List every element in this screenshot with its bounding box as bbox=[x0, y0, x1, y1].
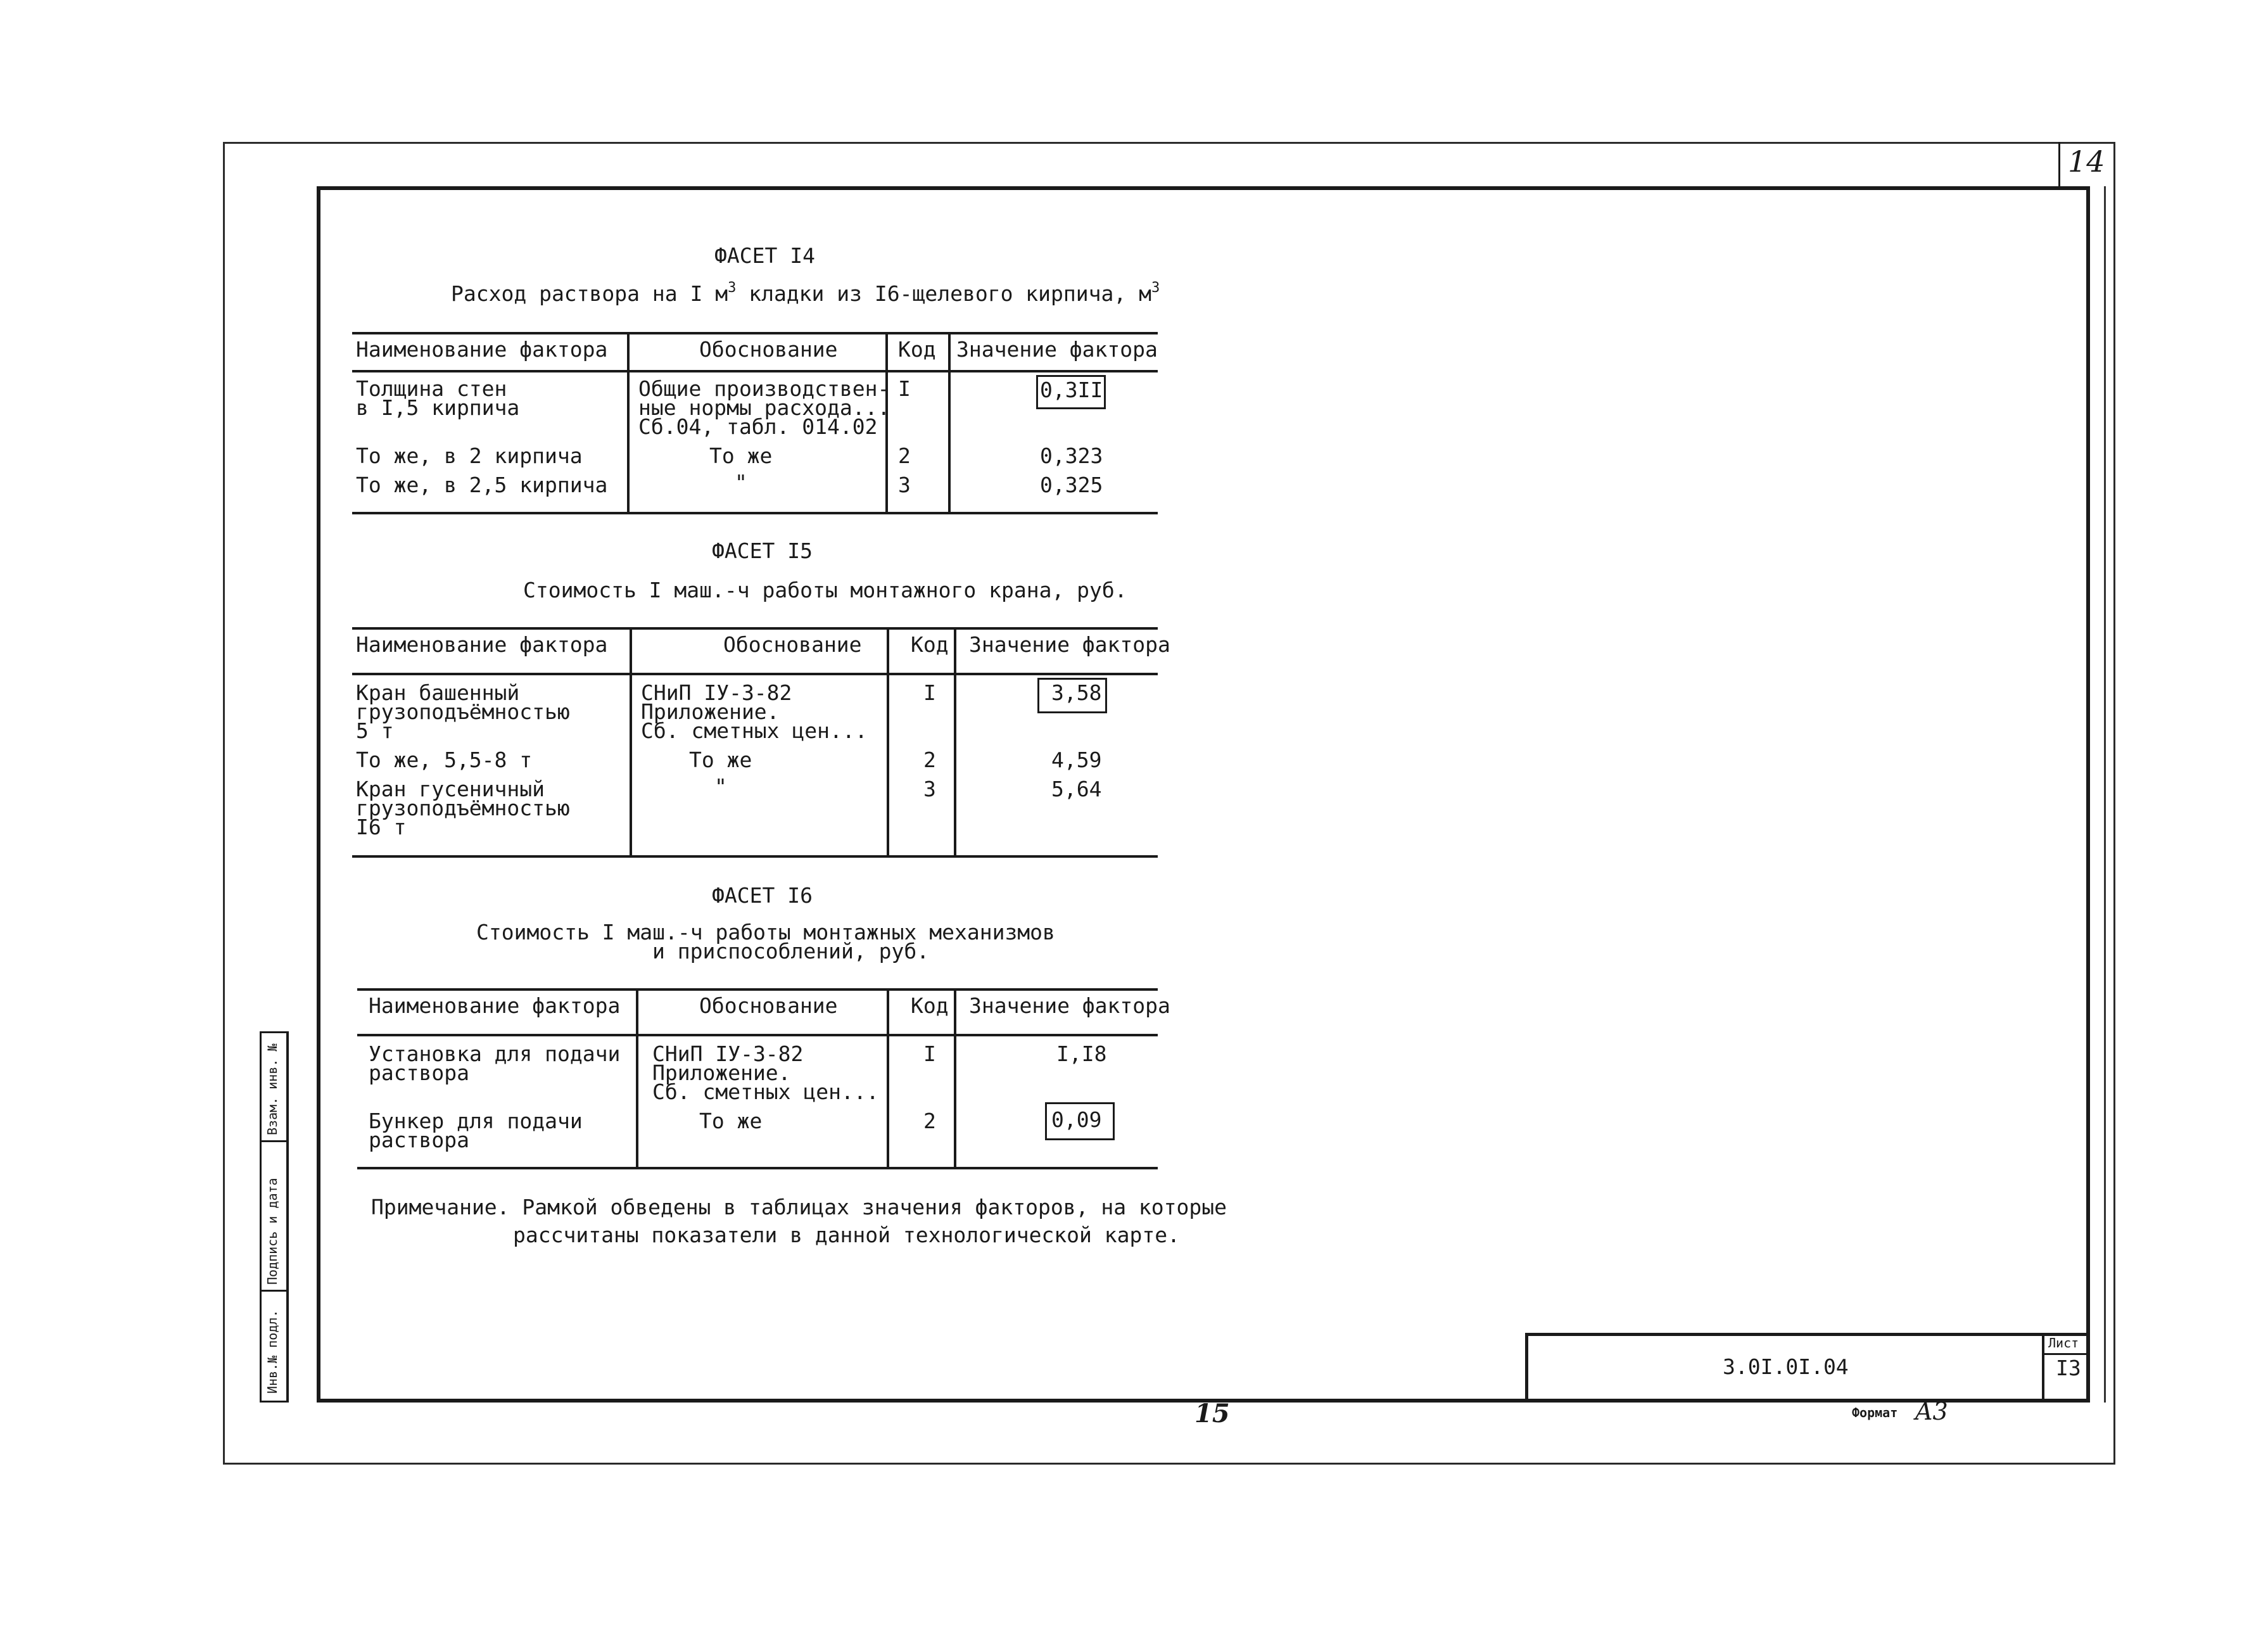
facet15-header-basis: Обоснование bbox=[723, 632, 862, 657]
facet16-r1-basis2: Приложение. bbox=[652, 1060, 791, 1085]
facet14-r1-name1: Толщина стен bbox=[356, 376, 507, 401]
facet16-r1-name2: раствора bbox=[369, 1060, 469, 1085]
facet15-r1-basis2: Приложение. bbox=[641, 699, 780, 724]
title-block-sheet-divider bbox=[2042, 1333, 2044, 1403]
facet16-col-sep1 bbox=[636, 988, 638, 1168]
facet14-header-value: Значение фактора bbox=[956, 337, 1158, 362]
facet14-title: ФАСЕТ I4 bbox=[714, 243, 815, 268]
facet15-r3-basis: " bbox=[714, 774, 727, 799]
facet15-r2-basis: To же bbox=[689, 748, 752, 772]
facet14-table-top bbox=[352, 332, 1158, 334]
sheet-label: Лист bbox=[2048, 1335, 2079, 1351]
facet16-table-bottom bbox=[357, 1167, 1158, 1169]
facet15-r2-name: То же, 5,5-8 т bbox=[356, 748, 533, 772]
facet16-r1-basis3: Сб. сметных цен... bbox=[652, 1079, 879, 1104]
facet14-r1-code: I bbox=[898, 376, 911, 401]
facet16-r2-value: 0,09 bbox=[1051, 1107, 1102, 1132]
facet15-title: ФАСЕТ I5 bbox=[712, 538, 813, 563]
facet15-table-header-bottom bbox=[352, 673, 1158, 675]
facet16-header-value: Значение фактора bbox=[969, 993, 1170, 1018]
facet14-col-sep3 bbox=[948, 332, 951, 514]
title-block-sheet-sep bbox=[2044, 1353, 2090, 1355]
facet15-r2-value: 4,59 bbox=[1051, 748, 1102, 772]
facet14-r1-basis3: Сб.04, табл. 014.02 bbox=[638, 414, 878, 439]
facet15-r3-name2: грузоподъёмностью bbox=[356, 796, 570, 820]
facet14-subtitle-sup2: 3 bbox=[1151, 280, 1160, 296]
facet16-r2-name2: раствора bbox=[369, 1128, 469, 1152]
facet14-header-code: Код bbox=[898, 337, 936, 362]
facet15-r1-name3: 5 т bbox=[356, 718, 394, 743]
facet15-col-sep1 bbox=[630, 627, 632, 856]
side-label-replace: Взам. инв. № bbox=[265, 1043, 280, 1135]
side-label-sign: Подпись и дата bbox=[265, 1178, 280, 1285]
facet15-r3-value: 5,64 bbox=[1051, 777, 1102, 801]
facet16-col-sep2 bbox=[887, 988, 889, 1168]
facet15-subtitle: Стоимость I маш.-ч работы монтажного крана, руб. bbox=[523, 578, 1127, 602]
facet15-col-sep2 bbox=[887, 627, 889, 856]
format-value: A3 bbox=[1915, 1397, 1948, 1425]
facet14-r2-code: 2 bbox=[898, 443, 911, 468]
facet16-r1-name1: Установка для подачи bbox=[369, 1041, 621, 1066]
right-frame-line bbox=[2104, 186, 2106, 1403]
facet14-table-header-bottom bbox=[352, 370, 1158, 372]
note-line2: рассчитаны показатели в данной технологической карте. bbox=[513, 1223, 1180, 1247]
facet16-header-name: Наименование фактора bbox=[369, 993, 621, 1018]
facet14-header-name: Наименование фактора bbox=[356, 337, 608, 362]
facet15-r1-name1: Кран башенный bbox=[356, 680, 520, 705]
facet14-col-sep2 bbox=[885, 332, 888, 514]
facet15-header-name: Наименование фактора bbox=[356, 632, 608, 657]
facet15-r1-value: 3,58 bbox=[1051, 680, 1102, 705]
side-stamp-divider bbox=[286, 1031, 289, 1403]
format-label: Формат bbox=[1852, 1405, 1898, 1420]
facet15-col-sep3 bbox=[954, 627, 956, 856]
facet14-subtitle-part1: Расход раствора на I м bbox=[451, 281, 728, 306]
facet14-subtitle-sup1: 3 bbox=[728, 280, 737, 296]
facet16-subtitle2: и приспособлений, руб. bbox=[652, 939, 930, 964]
facet16-table-header-bottom bbox=[357, 1034, 1158, 1036]
facet15-r1-basis3: Сб. сметных цен... bbox=[641, 718, 868, 743]
facet14-r1-name2: в I,5 кирпича bbox=[356, 395, 520, 420]
facet16-r2-code: 2 bbox=[923, 1109, 936, 1133]
facet14-r1-basis1: Общие производствен- bbox=[638, 376, 890, 401]
facet14-r1-value: 0,3II bbox=[1040, 378, 1103, 402]
note-line1: Примечание. Рамкой обведены в таблицах значения факторов, на которые bbox=[371, 1195, 1227, 1219]
side-stamp-sep1 bbox=[260, 1140, 289, 1142]
doc-code: 3.0I.0I.04 bbox=[1723, 1354, 1849, 1379]
sheet-number: I3 bbox=[2056, 1356, 2081, 1380]
facet14-r3-code: 3 bbox=[898, 473, 911, 497]
facet14-header-basis: Обоснование bbox=[699, 337, 838, 362]
facet14-subtitle-part2: кладки из I6-щелевого кирпича, м bbox=[736, 281, 1151, 306]
facet16-r2-name1: Бункер для подачи bbox=[369, 1109, 583, 1133]
side-stamp-sep2 bbox=[260, 1290, 289, 1292]
facet16-col-sep3 bbox=[954, 988, 956, 1168]
facet15-r3-code: 3 bbox=[923, 777, 936, 801]
inner-frame bbox=[317, 186, 2090, 1403]
facet14-r2-basis: To же bbox=[709, 443, 773, 468]
facet16-r2-basis: To же bbox=[699, 1109, 763, 1133]
facet15-table-top bbox=[352, 627, 1158, 630]
facet14-subtitle bbox=[451, 281, 1160, 306]
facet14-col-sep1 bbox=[627, 332, 630, 514]
side-label-inv: Инв.№ подл. bbox=[265, 1309, 280, 1394]
facet14-r2-name: То же, в 2 кирпича bbox=[356, 443, 583, 468]
facet15-header-code: Код bbox=[911, 632, 949, 657]
facet15-r3-name1: Кран гусеничный bbox=[356, 777, 545, 801]
facet14-r2-value: 0,323 bbox=[1040, 443, 1103, 468]
page-number-bottom: 15 bbox=[1194, 1399, 1230, 1428]
facet14-r1-basis2: ные нормы расхода... bbox=[638, 395, 890, 420]
facet15-header-value: Значение фактора bbox=[969, 632, 1170, 657]
facet15-r1-name2: грузоподъёмностью bbox=[356, 699, 570, 724]
facet14-r3-value: 0,325 bbox=[1040, 473, 1103, 497]
page-number-top: 14 bbox=[2068, 144, 2105, 179]
facet14-table-bottom bbox=[352, 512, 1158, 514]
facet15-r1-code: I bbox=[923, 680, 936, 705]
facet15-r3-name3: I6 т bbox=[356, 815, 407, 839]
facet16-header-basis: Обоснование bbox=[699, 993, 838, 1018]
facet14-r3-name: То же, в 2,5 кирпича bbox=[356, 473, 608, 497]
facet16-r1-code: I bbox=[923, 1041, 936, 1066]
facet15-r1-basis1: СНиП IУ-3-82 bbox=[641, 680, 792, 705]
facet16-header-code: Код bbox=[911, 993, 949, 1018]
facet16-table-top bbox=[357, 988, 1158, 991]
facet14-r3-basis: " bbox=[735, 470, 747, 495]
facet16-r1-value: I,I8 bbox=[1056, 1041, 1107, 1066]
page-number-divider bbox=[2058, 142, 2060, 186]
facet15-table-bottom bbox=[352, 855, 1158, 858]
facet15-r2-code: 2 bbox=[923, 748, 936, 772]
facet16-r1-basis1: СНиП IУ-3-82 bbox=[652, 1041, 804, 1066]
facet16-title: ФАСЕТ I6 bbox=[712, 883, 813, 908]
facet16-subtitle1: Стоимость I маш.-ч работы монтажных механизмов bbox=[476, 920, 1055, 945]
